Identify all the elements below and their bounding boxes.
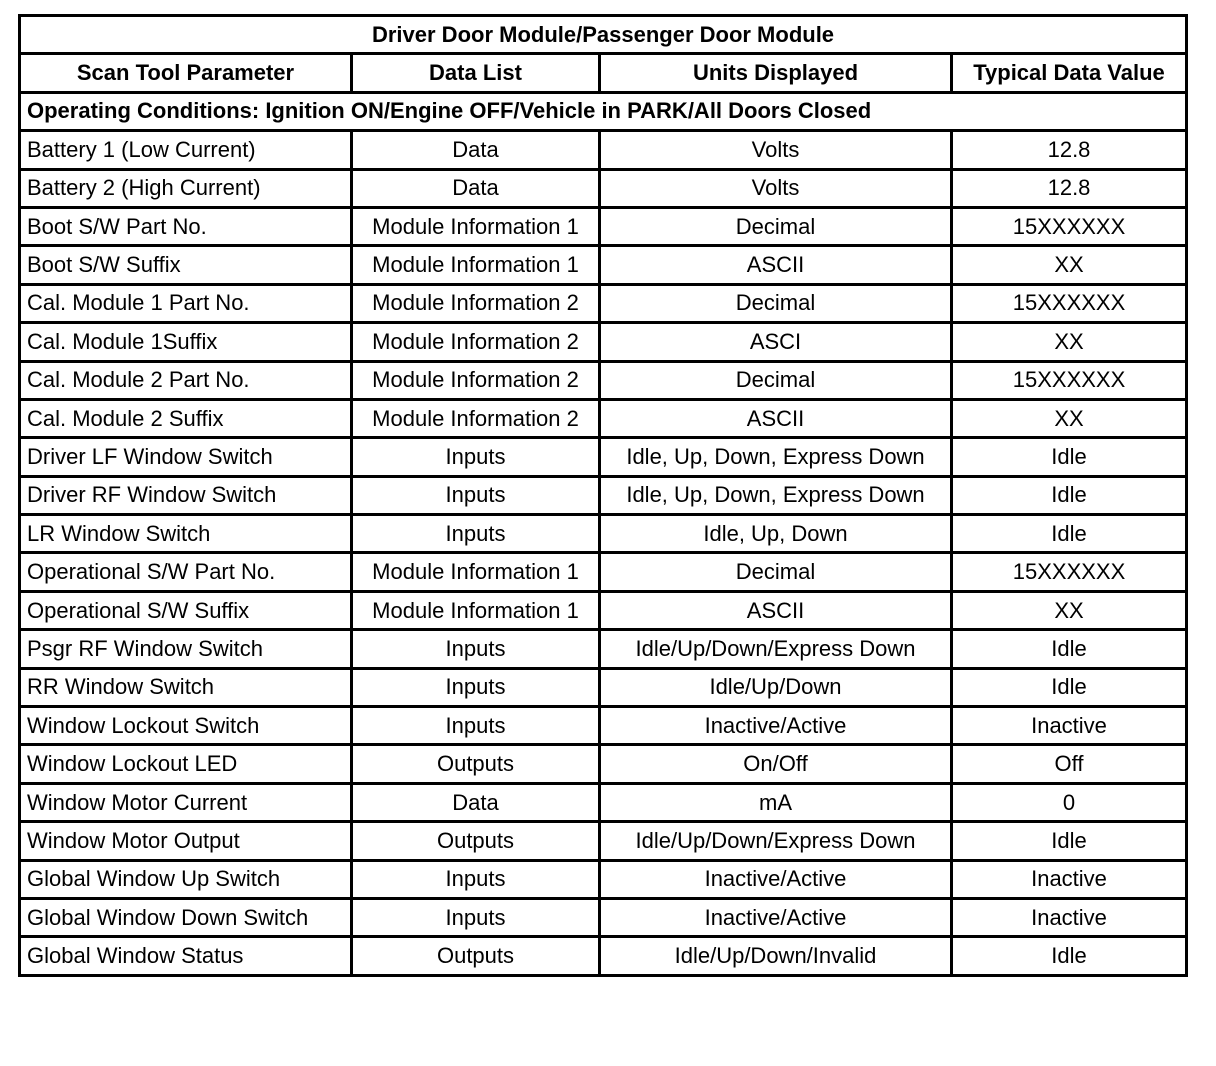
operating-conditions-row [20, 92, 1187, 130]
typical-value-cell: Inactive [952, 707, 1187, 745]
typical-value-cell: Idle [952, 937, 1187, 975]
units-cell: Idle, Up, Down, Express Down [600, 476, 952, 514]
parameter-cell: Window Lockout Switch [20, 707, 352, 745]
parameter-cell: Cal. Module 2 Part No. [20, 361, 352, 399]
units-cell: Idle/Up/Down/Invalid [600, 937, 952, 975]
table-row [20, 207, 1187, 245]
table-row [20, 131, 1187, 169]
typical-value-cell: Inactive [952, 860, 1187, 898]
title-row [20, 16, 1187, 54]
table-row [20, 246, 1187, 284]
header-row [20, 54, 1187, 92]
data-list-cell: Module Information 1 [352, 553, 600, 591]
typical-value-cell: XX [952, 591, 1187, 629]
units-cell: Decimal [600, 553, 952, 591]
data-list-cell: Data [352, 131, 600, 169]
parameter-cell: Window Motor Current [20, 783, 352, 821]
table-row [20, 745, 1187, 783]
operating-conditions: Operating Conditions: Ignition ON/Engine OFF/Vehicle in PARK/All Doors Closed [20, 92, 1187, 130]
parameter-cell: Cal. Module 1 Part No. [20, 284, 352, 322]
parameter-cell: Operational S/W Part No. [20, 553, 352, 591]
units-cell: Decimal [600, 207, 952, 245]
table-row [20, 323, 1187, 361]
table-row [20, 553, 1187, 591]
data-list-cell: Outputs [352, 822, 600, 860]
parameter-cell: RR Window Switch [20, 668, 352, 706]
units-cell: Idle, Up, Down, Express Down [600, 438, 952, 476]
data-list-cell: Inputs [352, 707, 600, 745]
table-row [20, 898, 1187, 936]
parameter-cell: Driver LF Window Switch [20, 438, 352, 476]
table-row [20, 515, 1187, 553]
header-units: Units Displayed [600, 54, 952, 92]
data-list-cell: Module Information 2 [352, 323, 600, 361]
units-cell: Idle/Up/Down/Express Down [600, 822, 952, 860]
units-cell: Volts [600, 169, 952, 207]
typical-value-cell: Idle [952, 438, 1187, 476]
typical-value-cell: 15XXXXXX [952, 361, 1187, 399]
data-list-cell: Inputs [352, 476, 600, 514]
typical-value-cell: 12.8 [952, 131, 1187, 169]
typical-value-cell: Inactive [952, 898, 1187, 936]
units-cell: On/Off [600, 745, 952, 783]
parameter-cell: Boot S/W Suffix [20, 246, 352, 284]
table-row [20, 937, 1187, 975]
units-cell: Decimal [600, 284, 952, 322]
parameter-cell: Driver RF Window Switch [20, 476, 352, 514]
data-list-cell: Data [352, 169, 600, 207]
data-list-cell: Module Information 2 [352, 284, 600, 322]
typical-value-cell: 15XXXXXX [952, 284, 1187, 322]
typical-value-cell: Idle [952, 822, 1187, 860]
units-cell: Idle/Up/Down [600, 668, 952, 706]
parameter-cell: Boot S/W Part No. [20, 207, 352, 245]
units-cell: Decimal [600, 361, 952, 399]
header-parameter: Scan Tool Parameter [20, 54, 352, 92]
table-row [20, 399, 1187, 437]
units-cell: Idle/Up/Down/Express Down [600, 630, 952, 668]
data-list-cell: Inputs [352, 860, 600, 898]
parameter-cell: Global Window Status [20, 937, 352, 975]
units-cell: Inactive/Active [600, 860, 952, 898]
parameter-cell: Battery 2 (High Current) [20, 169, 352, 207]
typical-value-cell: Idle [952, 476, 1187, 514]
parameter-cell: Cal. Module 1Suffix [20, 323, 352, 361]
table-row [20, 630, 1187, 668]
data-list-cell: Outputs [352, 745, 600, 783]
table-title: Driver Door Module/Passenger Door Module [20, 16, 1187, 54]
table-row [20, 169, 1187, 207]
header-data-list: Data List [352, 54, 600, 92]
table-row [20, 438, 1187, 476]
typical-value-cell: Idle [952, 515, 1187, 553]
table-row [20, 668, 1187, 706]
data-list-cell: Inputs [352, 630, 600, 668]
units-cell: Inactive/Active [600, 707, 952, 745]
parameter-cell: Global Window Up Switch [20, 860, 352, 898]
parameter-cell: Global Window Down Switch [20, 898, 352, 936]
data-list-cell: Inputs [352, 515, 600, 553]
data-list-cell: Module Information 1 [352, 591, 600, 629]
table-row [20, 783, 1187, 821]
data-list-cell: Inputs [352, 438, 600, 476]
units-cell: mA [600, 783, 952, 821]
units-cell: Volts [600, 131, 952, 169]
units-cell: ASCII [600, 399, 952, 437]
typical-value-cell: 0 [952, 783, 1187, 821]
table-row [20, 361, 1187, 399]
parameter-cell: Psgr RF Window Switch [20, 630, 352, 668]
typical-value-cell: Idle [952, 630, 1187, 668]
units-cell: Idle, Up, Down [600, 515, 952, 553]
typical-value-cell: 15XXXXXX [952, 207, 1187, 245]
parameter-cell: Battery 1 (Low Current) [20, 131, 352, 169]
typical-value-cell: XX [952, 323, 1187, 361]
data-list-cell: Inputs [352, 898, 600, 936]
typical-value-cell: Off [952, 745, 1187, 783]
units-cell: Inactive/Active [600, 898, 952, 936]
typical-value-cell: XX [952, 399, 1187, 437]
table-row [20, 707, 1187, 745]
data-list-cell: Data [352, 783, 600, 821]
parameter-cell: Operational S/W Suffix [20, 591, 352, 629]
units-cell: ASCI [600, 323, 952, 361]
typical-value-cell: 12.8 [952, 169, 1187, 207]
data-list-cell: Module Information 2 [352, 399, 600, 437]
table-row [20, 822, 1187, 860]
table-row [20, 860, 1187, 898]
typical-value-cell: 15XXXXXX [952, 553, 1187, 591]
data-list-cell: Module Information 1 [352, 246, 600, 284]
parameter-cell: Cal. Module 2 Suffix [20, 399, 352, 437]
parameter-cell: LR Window Switch [20, 515, 352, 553]
typical-value-cell: Idle [952, 668, 1187, 706]
data-list-cell: Module Information 2 [352, 361, 600, 399]
table-row [20, 476, 1187, 514]
data-list-cell: Module Information 1 [352, 207, 600, 245]
table-row [20, 591, 1187, 629]
header-typical-value: Typical Data Value [952, 54, 1187, 92]
parameter-cell: Window Lockout LED [20, 745, 352, 783]
data-list-cell: Outputs [352, 937, 600, 975]
parameter-cell: Window Motor Output [20, 822, 352, 860]
data-list-cell: Inputs [352, 668, 600, 706]
units-cell: ASCII [600, 246, 952, 284]
door-module-data-table [18, 14, 1188, 977]
typical-value-cell: XX [952, 246, 1187, 284]
units-cell: ASCII [600, 591, 952, 629]
table-row [20, 284, 1187, 322]
